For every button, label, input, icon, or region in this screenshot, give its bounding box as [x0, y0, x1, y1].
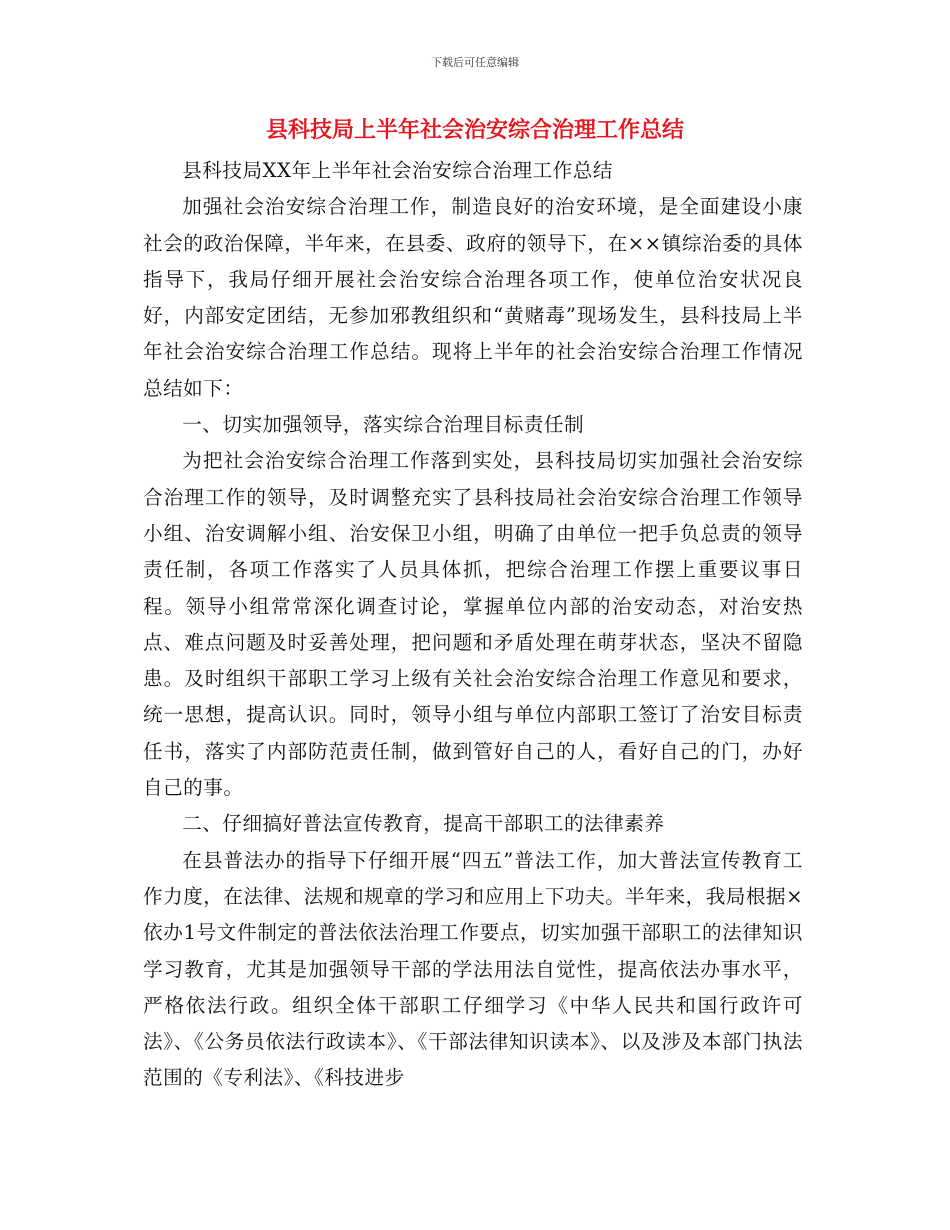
paragraph-subtitle: 县科技局XX年上半年社会治安综合治理工作总结 — [182, 159, 613, 182]
paragraph-intro: 加强社会治安综合治理工作，制造良好的治安环境，是全面建设小康社会的政治保障，半年来，在县委、政府的领导下，在××镇综治委的具体指导下，我局仔细开展社会治安综合治理各项工作，使单位治安状况良好，内部安定团结，无参加邪教组织和“黄赌毒”现场发生，县科技局上半年社会治安综合治理工作总结。现将上半年的社会治安综合治理工作情况总结如下： — [143, 195, 803, 400]
document-title: 县科技局上半年社会治安综合治理工作总结 — [265, 117, 684, 143]
section-heading-2: 二、仔细搞好普法宣传教育，提高干部职工的法律素养 — [182, 812, 665, 836]
paragraph-section-1: 为把社会治安综合治理工作落到实处，县科技局切实加强社会治安综合治理工作的领导，及时调整充实了县科技局社会治安综合治理工作领导小组、治安调解小组、治安保卫小组，明确了由单位一把手负总责的领导责任制，各项工作落实了人员具体抓，把综合治理工作摆上重要议事日程。领导小组常常深化调查讨论，掌握单位内部的治安动态，对治安热点、难点问题及时妥善处理，把问题和矛盾处理在萌芽状态，坚决不留隐患。及时组织干部职工学习上级有关社会治安综合治理工作意见和要求，统一思想，提高认识。同时，领导小组与单位内部职工签订了治安目标责任书，落实了内部防范责任制，做到管好自己的人，看好自己的门，办好自己的事。 — [143, 449, 803, 800]
header-note: 下载后可任意编辑 — [431, 56, 519, 69]
paragraph-section-2: 在县普法办的指导下仔细开展“四五”普法工作，加大普法宣传教育工作力度，在法律、法规和规章的学习和应用上下功夫。半年来，我局根据×依办1号文件制定的普法依法治理工作要点，切实加强干部职工的法律知识学习教育，尤其是加强领导干部的学法用法自觉性，提高依法办事水平，严格依法行政。组织全体干部职工仔细学习《中华人民共和国行政许可法》、《公务员依法行政读本》、《干部法律知识读本》、以及涉及本部门执法范围的《专利法》、《科技进步 — [143, 848, 803, 1090]
document-body — [143, 153, 803, 1097]
section-heading-1: 一、切实加强领导，落实综合治理目标责任制 — [182, 413, 585, 437]
